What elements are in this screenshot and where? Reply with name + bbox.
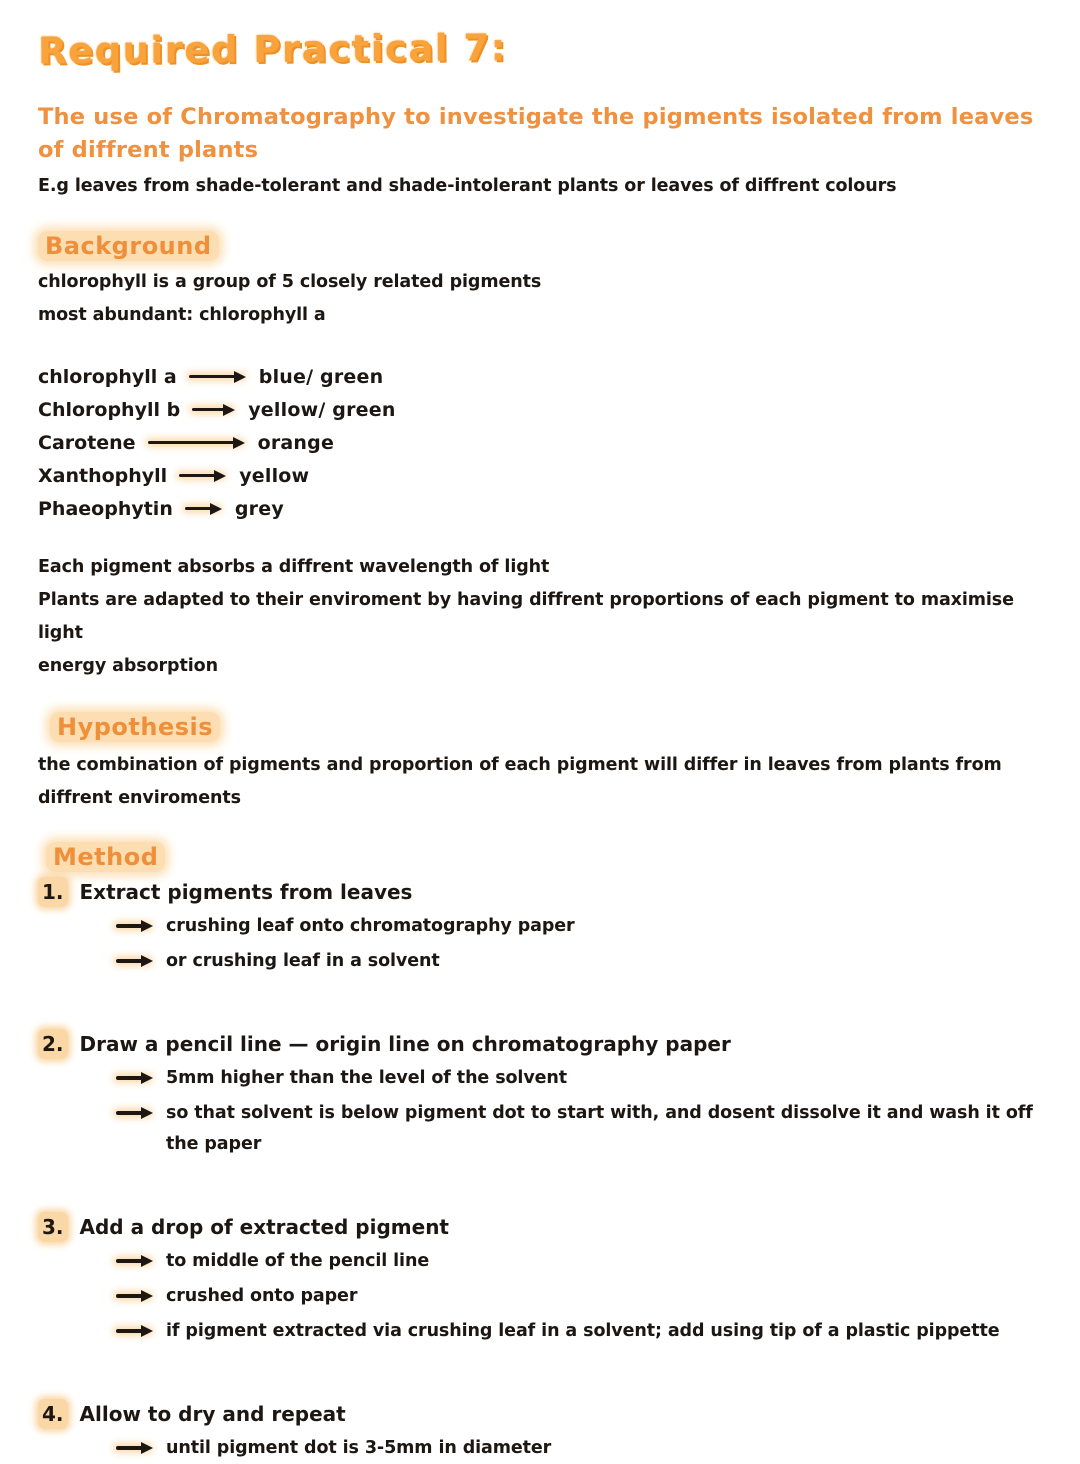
section-heading-method bbox=[46, 843, 1042, 871]
arrow-right-icon bbox=[148, 441, 242, 445]
arrow-right-icon bbox=[116, 1111, 150, 1115]
pigment-row bbox=[38, 426, 1042, 459]
hypothesis-line-1: the combination of pigments and proportion of each pigment will differ in leaves from plants from bbox=[38, 755, 1002, 775]
arrow-right-icon bbox=[116, 1294, 150, 1298]
page-subtitle bbox=[38, 101, 1042, 167]
arrow-right-icon bbox=[116, 1329, 150, 1333]
pigment-colour: blue/ green bbox=[258, 365, 384, 388]
arrow-right-icon bbox=[116, 1446, 150, 1450]
step-title: Extract pigments from leaves bbox=[79, 880, 413, 904]
pigment-colour: grey bbox=[234, 497, 284, 520]
section-heading-hypothesis bbox=[50, 713, 1042, 741]
bullet-text: crushing leaf onto chromatography paper bbox=[166, 916, 575, 936]
arrow-right-icon bbox=[179, 474, 223, 478]
highlighted-heading: Method bbox=[46, 842, 165, 872]
note-line-3: energy absorption bbox=[38, 656, 218, 676]
bullet-text: or crushing leaf in a solvent bbox=[166, 951, 440, 971]
arrow-right-icon bbox=[185, 507, 219, 511]
pigment-row bbox=[38, 360, 1042, 393]
pigment-name: Carotene bbox=[38, 431, 136, 454]
step-number: 2. bbox=[38, 1029, 68, 1059]
pigment-name: chlorophyll a bbox=[38, 365, 177, 388]
pigment-name: Xanthophyll bbox=[38, 464, 168, 487]
step-bullet bbox=[38, 1433, 1042, 1464]
pigment-name: Chlorophyll b bbox=[38, 398, 181, 421]
bullet-text: if pigment extracted via crushing leaf in a solvent; add using tip of a plastic pippette bbox=[166, 1321, 1000, 1341]
pigment-colour: orange bbox=[257, 431, 335, 454]
step-number: 1. bbox=[38, 877, 68, 907]
arrow-right-icon bbox=[189, 375, 243, 379]
pigment-row bbox=[38, 393, 1042, 426]
step-bullet bbox=[38, 1316, 1042, 1347]
method-step-4 bbox=[38, 1399, 1042, 1429]
page-title: Required Practical 7: bbox=[37, 26, 508, 73]
background-notes bbox=[38, 551, 1042, 683]
step-bullet bbox=[38, 1098, 1042, 1160]
note-line-2: Plants are adapted to their enviroment by having diffrent proportions of each pigment to maximise light bbox=[38, 590, 1014, 643]
highlighted-heading: Hypothesis bbox=[50, 712, 220, 742]
step-title: Draw a pencil line — origin line on chromatography paper bbox=[79, 1032, 731, 1056]
note-line-1: Each pigment absorbs a diffrent wavelength of light bbox=[38, 557, 550, 577]
bullet-text: crushed onto paper bbox=[166, 1286, 358, 1306]
background-intro-2: most abundant: chlorophyll a bbox=[38, 305, 326, 325]
bullet-text: 5mm higher than the level of the solvent bbox=[166, 1068, 568, 1088]
method-step-3 bbox=[38, 1212, 1042, 1242]
method-step-1 bbox=[38, 877, 1042, 907]
method-step-2 bbox=[38, 1029, 1042, 1059]
background-intro-1: chlorophyll is a group of 5 closely related pigments bbox=[38, 272, 542, 292]
step-title: Add a drop of extracted pigment bbox=[79, 1215, 449, 1239]
step-number: 3. bbox=[38, 1212, 68, 1242]
arrow-right-icon bbox=[116, 1259, 150, 1263]
pigment-name: Phaeophytin bbox=[38, 497, 173, 520]
pigment-colour: yellow/ green bbox=[248, 398, 396, 421]
arrow-right-icon bbox=[116, 924, 150, 928]
arrow-right-icon bbox=[116, 1076, 150, 1080]
highlighted-heading: Background bbox=[38, 231, 219, 261]
pigment-row bbox=[38, 459, 1042, 492]
pigment-row bbox=[38, 492, 1042, 525]
step-title: Allow to dry and repeat bbox=[79, 1402, 346, 1426]
bullet-text: until pigment dot is 3-5mm in diameter bbox=[166, 1438, 552, 1458]
bullet-text: so that solvent is below pigment dot to start with, and dosent dissolve it and wash it off the paper bbox=[166, 1103, 1033, 1154]
example-text: E.g leaves from shade-tolerant and shade-intolerant plants or leaves of diffrent colours bbox=[38, 176, 897, 196]
pigment-colour: yellow bbox=[239, 464, 310, 487]
step-bullet bbox=[38, 1281, 1042, 1312]
arrow-right-icon bbox=[192, 408, 232, 412]
subtitle-line-1: The use of Chromatography to investigate the pigments isolated from leaves bbox=[38, 104, 1034, 130]
step-number: 4. bbox=[38, 1399, 68, 1429]
bullet-text: to middle of the pencil line bbox=[166, 1251, 430, 1271]
step-bullet bbox=[38, 1246, 1042, 1277]
hypothesis-text bbox=[38, 749, 1042, 815]
pigment-list bbox=[38, 360, 1042, 525]
section-heading-background bbox=[38, 232, 1042, 260]
subtitle-line-2: of diffrent plants bbox=[38, 137, 259, 163]
hypothesis-line-2: diffrent enviroments bbox=[38, 788, 241, 808]
step-bullet bbox=[38, 911, 1042, 942]
step-bullet bbox=[38, 946, 1042, 977]
step-bullet bbox=[38, 1063, 1042, 1094]
arrow-right-icon bbox=[116, 959, 150, 963]
